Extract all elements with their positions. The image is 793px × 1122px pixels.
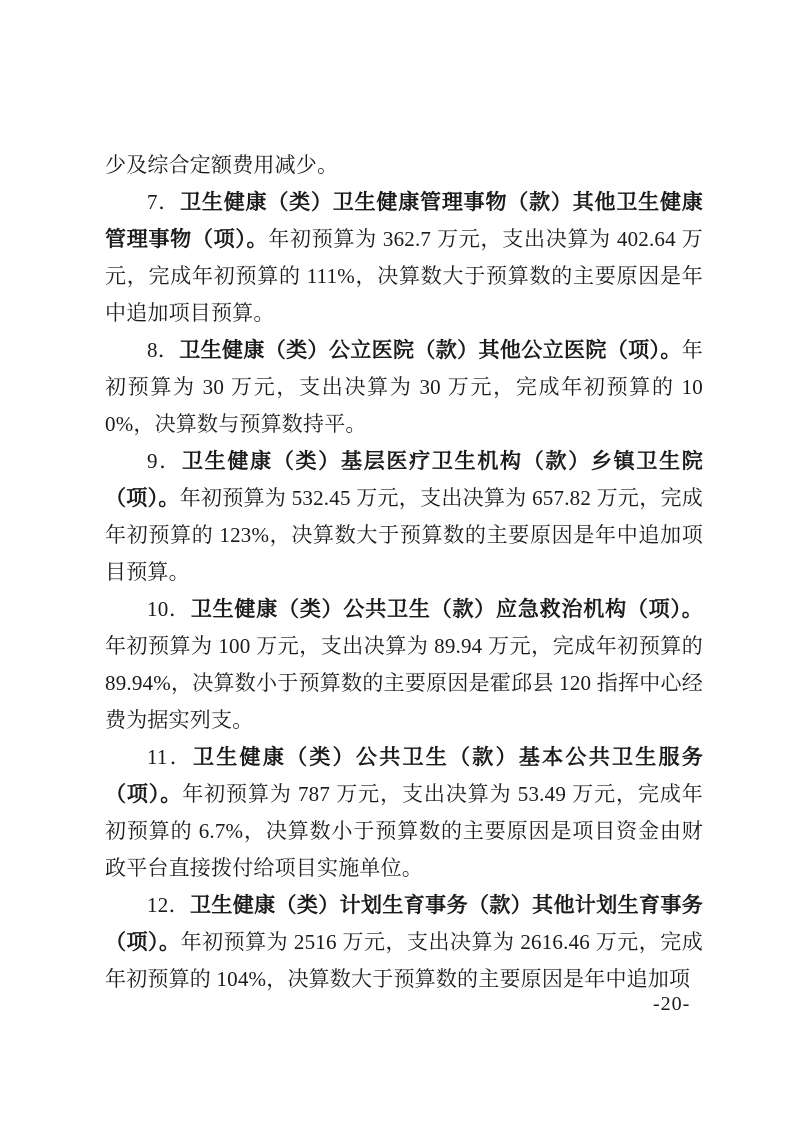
paragraph-item-11	[105, 739, 703, 887]
paragraph-body: 年初预算为 2516 万元，支出决算为 2616.46 万元，完成年初预算的 104%，决算数大于预算数的主要原因是年中追加项	[105, 930, 703, 991]
paragraph-item-12	[105, 887, 703, 998]
paragraph-item-10	[105, 591, 703, 739]
paragraph-body: 年初预算为 30 万元，支出决算为 30 万元，完成年初预算的 100%，决算数与预算数持平。	[105, 338, 703, 436]
paragraph-heading: 卫生健康（类）卫生健康管理事物（款）其他卫生健康管理事物（项）。	[105, 191, 703, 251]
paragraph-heading: 卫生健康（类）公共卫生（款）应急救治机构（项）。	[190, 598, 703, 621]
paragraph-heading: 卫生健康（类）公共卫生（款）基本公共卫生服务（项）。	[105, 746, 703, 806]
paragraph-number: 7．	[147, 190, 181, 214]
paragraph-continuation	[105, 147, 703, 184]
page-number: -20-	[653, 993, 691, 1015]
paragraph-body: 年初预算为 532.45 万元，支出决算为 657.82 万元，完成年初预算的 123%，决算数大于预算数的主要原因是年中追加项目预算。	[105, 486, 703, 584]
paragraph-heading: 卫生健康（类）基层医疗卫生机构（款）乡镇卫生院（项）。	[105, 450, 703, 510]
paragraph-body: 年初预算为 362.7 万元，支出决算为 402.64 万元，完成年初预算的 111%，决算数大于预算数的主要原因是年中追加项目预算。	[105, 227, 703, 325]
paragraph-heading: 卫生健康（类）公立医院（款）其他公立医院（项）。	[179, 339, 682, 362]
paragraph-number: 9．	[147, 449, 182, 473]
paragraph-item-9	[105, 443, 703, 591]
paragraph-number: 8．	[147, 338, 180, 362]
document-body	[105, 147, 703, 998]
paragraph-body: 少及综合定额费用减少。	[105, 153, 339, 177]
paragraph-item-7	[105, 184, 703, 332]
paragraph-heading: 卫生健康（类）计划生育事务（款）其他计划生育事务（项）。	[105, 894, 703, 954]
paragraph-item-8	[105, 332, 703, 443]
paragraph-body: 年初预算为 100 万元，支出决算为 89.94 万元，完成年初预算的 89.94%，决算数小于预算数的主要原因是霍邱县 120 指挥中心经费为据实列支。	[105, 634, 703, 732]
paragraph-number: 11．	[147, 745, 193, 769]
paragraph-number: 12．	[147, 893, 190, 917]
paragraph-number: 10．	[147, 597, 191, 621]
paragraph-body: 年初预算为 787 万元，支出决算为 53.49 万元，完成年初预算的 6.7%，决算数小于预算数的主要原因是项目资金由财政平台直接拨付给项目实施单位。	[105, 782, 703, 880]
